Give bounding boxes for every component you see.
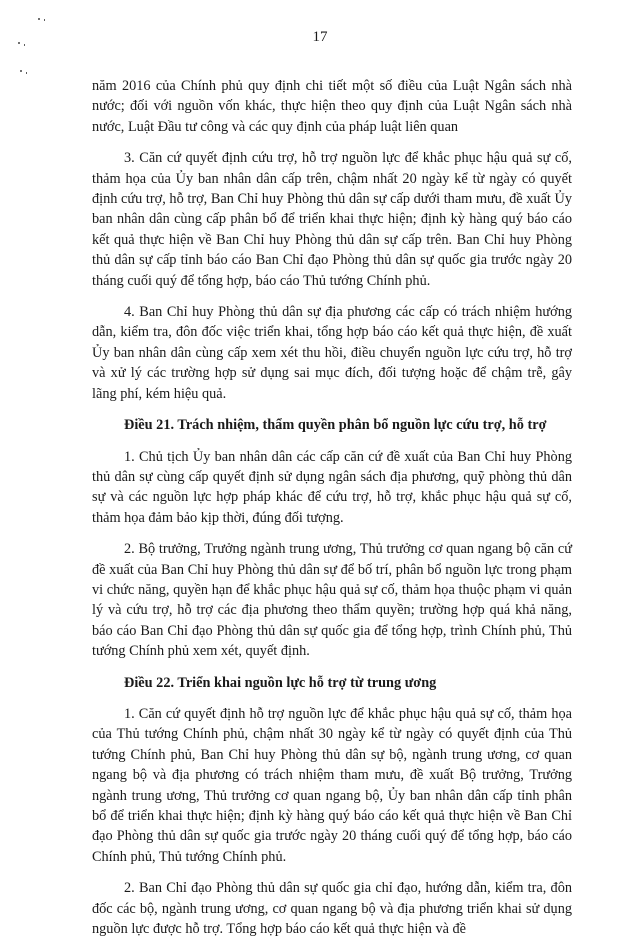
article-21-clause-2: 2. Bộ trưởng, Trưởng ngành trung ương, Thủ trưởng cơ quan ngang bộ căn cứ đề xuất của Ban Chỉ huy Phòng thủ dân sự để bố trí, phân bổ nguồn lực trong phạm vi chức năng, quyền hạn để khắc phục hậu quả sự cố, thảm họa thuộc phạm vi quản lý và cứu trợ, hỗ trợ các địa phương theo thẩm quyền; trường hợp quá khả năng, báo cáo Ban Chỉ đạo Phòng thủ dân sự quốc gia để tổng hợp, trình Chính phủ, Thủ tướng Chính phủ xem xét, quyết định. <box>92 541 572 660</box>
paragraph-clause-3: 3. Căn cứ quyết định cứu trợ, hỗ trợ nguồn lực để khắc phục hậu quả sự cố, thảm họa của Ủy ban nhân dân cấp trên, chậm nhất 20 ngày kể từ ngày có quyết định cứu trợ, hỗ trợ, Ban Chỉ huy Phòng thủ dân sự cấp dưới tham mưu, đề xuất Ủy ban nhân dân cùng cấp phân bổ để triển khai thực hiện; định kỳ hàng quý báo cáo kết quả thực hiện về Ban Chỉ huy Phòng thủ dân sự cấp trên. Ban Chỉ huy Phòng thủ dân sự cấp tỉnh báo cáo Ban Chỉ đạo Phòng thủ dân sự quốc gia trước ngày 20 tháng cuối quý để tổng hợp, báo cáo Thủ tướng Chính phủ. <box>92 150 572 289</box>
article-22-clause-2: 2. Ban Chỉ đạo Phòng thủ dân sự quốc gia chỉ đạo, hướng dẫn, kiểm tra, đôn đốc các bộ, ngành trung ương, cơ quan ngang bộ và địa phương triển khai sử dụng nguồn lực được hỗ trợ. Tổng hợp báo cáo kết quả thực hiện và đề <box>92 880 572 938</box>
article-22-heading: Điều 22. Triển khai nguồn lực hỗ trợ từ trung ương <box>124 674 437 691</box>
paragraph-continuation: năm 2016 của Chính phủ quy định chi tiết một số điều của Luật Ngân sách nhà nước; đối với nguồn vốn khác, thực hiện theo quy định của Luật Ngân sách nhà nước, Luật Đầu tư công và các quy định của pháp luật liên quan <box>92 78 572 135</box>
page-number: 17 <box>312 29 328 45</box>
article-21-heading: Điều 21. Trách nhiệm, thẩm quyền phân bổ nguồn lực cứu trợ, hỗ trợ <box>124 417 547 434</box>
document-body <box>92 76 572 939</box>
article-22-clause-1: 1. Căn cứ quyết định hỗ trợ nguồn lực để khắc phục hậu quả sự cố, thảm họa của Thủ tướng Chính phủ, chậm nhất 30 ngày kể từ ngày có quyết định của Thủ tướng Chính phủ, Ban Chỉ huy Phòng thủ dân sự bộ, ngành trung ương, cơ quan ngang bộ và địa phương có trách nhiệm tham mưu, đề xuất Bộ trưởng, Trưởng ngành trung ương, Thủ trưởng cơ quan ngang bộ, Ủy ban nhân dân cấp tỉnh phân bổ để triển khai thực hiện; định kỳ hàng quý báo cáo kết quả thực hiện về Ban Chỉ đạo Phòng thủ dân sự quốc gia trước ngày 20 tháng cuối quý để tổng hợp, báo cáo Chính phủ, Thủ tướng Chính phủ. <box>92 705 572 865</box>
paragraph-clause-4: 4. Ban Chỉ huy Phòng thủ dân sự địa phương các cấp có trách nhiệm hướng dẫn, kiểm tra, đôn đốc việc triển khai, tổng hợp báo cáo kết quả thực hiện, đề xuất Ủy ban nhân dân cùng cấp xem xét thu hồi, điều chuyển nguồn lực cứu trợ, hỗ trợ và xử lý các trường hợp sử dụng sai mục đích, đối tượng hoặc để chậm trễ, gây lãng phí, kém hiệu quả. <box>92 304 572 402</box>
article-21-clause-1: 1. Chủ tịch Ủy ban nhân dân các cấp căn cứ đề xuất của Ban Chỉ huy Phòng thủ dân sự cùng cấp quyết định sử dụng ngân sách địa phương, quỹ phòng thủ dân sự và các nguồn lực hợp pháp khác để cứu trợ, hỗ trợ, khắc phục hậu quả sự cố, thảm họa đảm bảo kịp thời, đúng đối tượng. <box>92 448 572 526</box>
